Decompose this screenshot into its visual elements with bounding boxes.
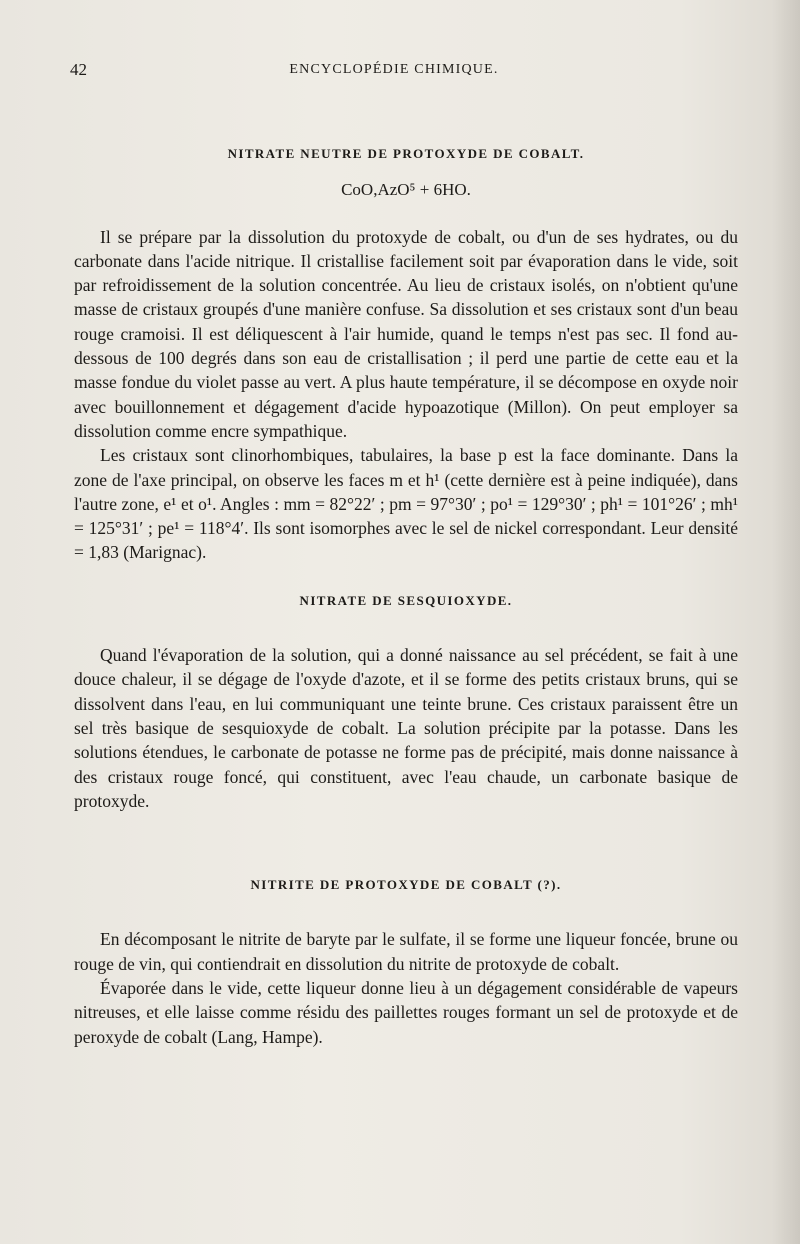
page-edge-shadow [772, 0, 800, 1244]
section-title-nitrate-neutre: NITRATE NEUTRE DE PROTOXYDE DE COBALT. [227, 146, 585, 161]
paragraph-nitrite-preparation: En décomposant le nitrite de baryte par le sulfate, il se forme une liqueur foncée, brune ou rouge de vin, qui contiendrait en dissolution du nitrite de protoxyde de cobalt. [74, 929, 738, 974]
paragraph-sesquioxyde: Quand l'évaporation de la solution, qui a donné naissance au sel précédent, se fait à une douce chaleur, il se dégage de l'oxyde d'azote, et il se forme des petits cristaux bruns, qui se dissolvent dans l'eau, en lui communiquant une teinte brune. Ces cristaux paraissent être un sel très basique de sesquioxyde de cobalt. La solution précipite par la potasse. Dans les solutions étendues, le carbonate de potasse ne forme pas de précipité, mais donne naissance à des cristaux rouge foncé, qui constituent, avec l'eau chaude, un carbonate basique de protoxyde. [74, 645, 738, 811]
paragraph-crystals: Les cristaux sont clinorhombiques, tabulaires, la base p est la face dominante. Dans la zone de l'axe principal, on observe les faces m et h¹ (cette dernière est à peine indiquée), dans l'autre zone, e¹ et o¹. Angles : mm = 82°22′ ; pm = 97°30′ ; po¹ = 129°30′ ; ph¹ = 101°26′ ; mh¹ = 125°31′ ; pe¹ = 118°4′. Ils sont isomorphes avec le sel de nickel correspondant. Leur densité = 1,83 (Marignac). [74, 445, 738, 563]
paragraph-nitrite-evaporation: Évaporée dans le vide, cette liqueur donne lieu à un dégagement considérable de vapeurs nitreuses, et elle laisse comme résidu des paillettes rouges formant un sel de protoxyde et de peroxyde de cobalt (Lang, Hampe). [74, 978, 738, 1047]
page-header [70, 60, 718, 86]
page-number: 42 [70, 60, 87, 79]
running-title: ENCYCLOPÉDIE CHIMIQUE. [289, 62, 499, 77]
section-title-sesquioxyde: NITRATE DE SESQUIOXYDE. [299, 592, 513, 608]
chemical-formula: CoO,AzO⁵ + 6HO. [341, 180, 471, 200]
paragraph-preparation: Il se prépare par la dissolution du protoxyde de cobalt, ou d'un de ses hydrates, ou du carbonate dans l'acide nitrique. Il cristallise facilement soit par évaporation dans le vide, soit par refroidissement de la solution concentrée. Au lieu de cristaux isolés, on n'obtient qu'une masse de cristaux groupés d'une manière confuse. Sa dissolution et ses cristaux sont d'un beau rouge cramoisi. Il est déliquescent à l'air humide, quand le temps n'est pas sec. Il fond au-dessous de 100 degrés dans son eau de cristallisation ; il perd une partie de cette eau et la masse fondue du violet passe au vert. A plus haute température, il se décompose en oxyde noir avec bouillonnement et dégagement d'acide hypoazotique (Millon). On peut employer sa dissolution comme encre sympathique. [74, 226, 738, 441]
page-content [74, 142, 738, 1049]
section-title-nitrite: NITRITE DE PROTOXYDE DE COBALT (?). [250, 877, 562, 893]
